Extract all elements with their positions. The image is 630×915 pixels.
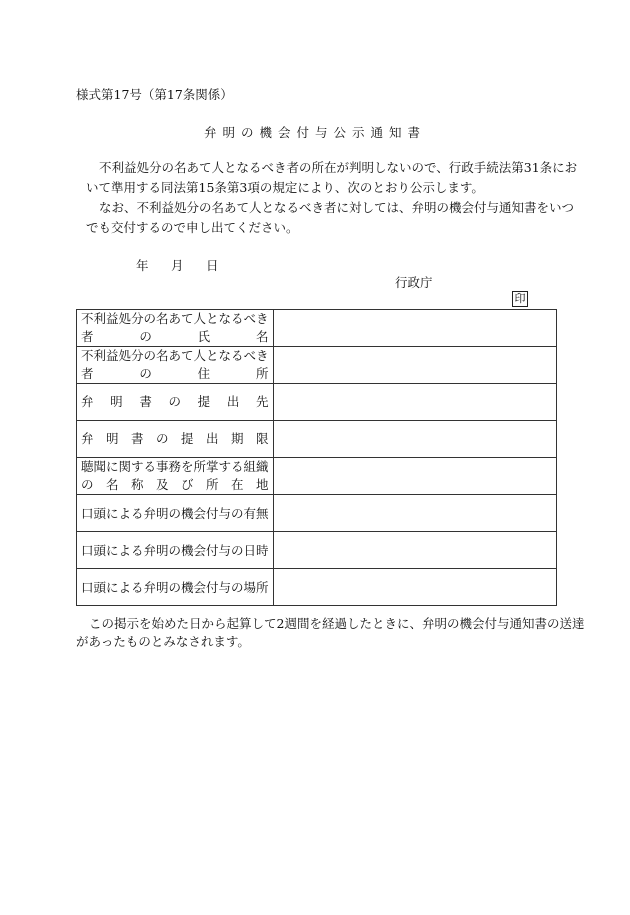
seal-mark: 印 [512, 291, 528, 307]
notice-details-table [76, 309, 557, 606]
table-value-cell [273, 495, 556, 532]
paragraph-1-line-2: いて準用する同法第15条第3項の規定により、次のとおり公示します。 [86, 180, 484, 195]
row-label-oral-location: 口頭による弁明の機会付与の場所 [81, 580, 269, 595]
paragraph-2-line-2: でも交付するので申し出てください。 [86, 220, 299, 235]
table-row [77, 347, 557, 384]
notice-paragraph-2 [86, 198, 575, 238]
document-title: 弁明の機会付与公示通知書 [203, 125, 426, 140]
paragraph-1-line-1: 不利益処分の名あて人となるべき者の所在が判明しないので、行政手続法第31条にお [99, 160, 578, 175]
table-value-cell [273, 347, 556, 384]
table-label-cell [77, 532, 274, 569]
footer-note [76, 615, 585, 651]
date-month-label: 月 [171, 258, 184, 273]
table-value-cell [273, 458, 556, 495]
row-label-oral-datetime: 口頭による弁明の機会付与の日時 [81, 543, 269, 558]
table-label-cell [77, 384, 274, 421]
row-label-recipient-name: 不利益処分の名あて人となるべき者の氏名 [81, 311, 269, 344]
issuing-authority: 行政庁 [395, 275, 433, 290]
table-row [77, 532, 557, 569]
row-label-recipient-address: 不利益処分の名あて人となるべき者の住所 [81, 348, 269, 381]
footer-note-line-2: があったものとみなされます。 [76, 634, 250, 649]
table-row [77, 384, 557, 421]
date-year-label: 年 [136, 258, 149, 273]
table-row [77, 421, 557, 458]
row-label-submission-destination: 弁明書の提出先 [81, 394, 269, 409]
paragraph-2-line-1: なお、不利益処分の名あて人となるべき者に対しては、弁明の機会付与通知書をいつ [99, 200, 575, 215]
table-value-cell [273, 384, 556, 421]
table-value-cell [273, 569, 556, 606]
row-label-organization: 聴聞に関する事務を所掌する組織の名称及び所在地 [81, 459, 269, 492]
table-label-cell [77, 421, 274, 458]
form-number: 様式第17号（第17条関係） [76, 87, 233, 102]
table-row [77, 495, 557, 532]
table-label-cell [77, 569, 274, 606]
table-label-cell [77, 495, 274, 532]
table-label-cell [77, 310, 274, 347]
table-row [77, 458, 557, 495]
row-label-oral-availability: 口頭による弁明の機会付与の有無 [81, 506, 269, 521]
table-value-cell [273, 421, 556, 458]
date-day-label: 日 [206, 258, 219, 273]
table-row [77, 310, 557, 347]
footer-note-line-1: この掲示を始めた日から起算して2週間を経過したときに、弁明の機会付与通知書の送達 [89, 616, 585, 631]
table-label-cell [77, 347, 274, 384]
table-value-cell [273, 310, 556, 347]
table-row [77, 569, 557, 606]
table-value-cell [273, 532, 556, 569]
notice-paragraph-1 [86, 158, 578, 198]
row-label-submission-deadline: 弁明書の提出期限 [81, 431, 269, 446]
table-label-cell [77, 458, 274, 495]
